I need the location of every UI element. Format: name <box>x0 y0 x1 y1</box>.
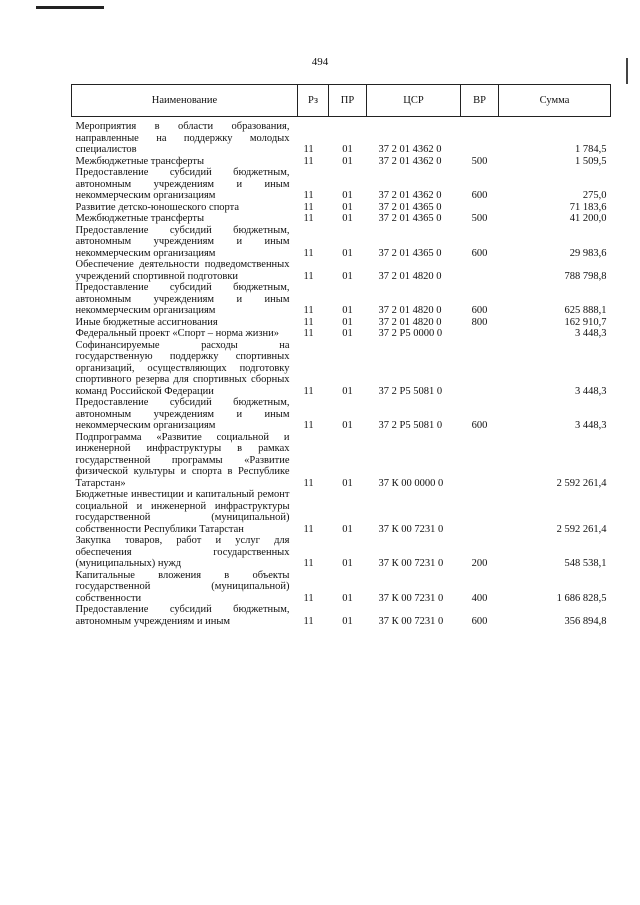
cell-pr: 01 <box>342 592 353 604</box>
cell-rz: 11 <box>303 247 314 259</box>
cell-rz: 11 <box>303 144 314 155</box>
cell-csr: 37 2 P5 5081 0 <box>378 420 443 431</box>
table-row <box>72 604 611 627</box>
cell-vr: 600 <box>471 247 488 259</box>
table-row <box>72 225 611 260</box>
cell-name: Иные бюджетные ассигнования <box>75 316 218 328</box>
cell-name: Предоставление субсидий бюджетным, автономным учреждениям и иным некоммерческим организациям <box>75 282 290 316</box>
cell-rz: 11 <box>303 523 314 535</box>
cell-csr: 37 2 01 4820 0 <box>378 270 442 282</box>
cell-rz: 11 <box>303 420 314 431</box>
cell-rz: 11 <box>303 558 314 569</box>
cell-sum: 2 592 261,4 <box>556 477 607 489</box>
cell-name: Закупка товаров, работ и услуг для обеспечения государственных (муниципальных) нужд <box>75 535 290 569</box>
cell-sum: 1 686 828,5 <box>556 592 607 604</box>
cell-name: Межбюджетные трансферты <box>75 213 205 224</box>
header-vr: ВР <box>461 85 499 117</box>
cell-sum: 275,0 <box>582 190 607 201</box>
cell-rz: 11 <box>303 201 314 213</box>
cell-name: Предоставление субсидий бюджетным, автономным учреждениям и иным <box>75 604 290 627</box>
cell-pr: 01 <box>342 316 353 328</box>
cell-rz: 11 <box>303 316 314 328</box>
cell-vr <box>461 202 499 214</box>
cell-sum: 1 509,5 <box>575 155 607 167</box>
cell-rz: 11 <box>303 615 314 627</box>
cell-vr <box>461 259 499 282</box>
page-number: 494 <box>311 56 329 68</box>
cell-sum: 71 183,6 <box>569 201 607 213</box>
cell-pr: 01 <box>342 190 353 201</box>
cell-csr: 37 2 01 4820 0 <box>378 316 442 328</box>
cell-csr: 37 2 01 4820 0 <box>378 305 442 316</box>
header-rz: Рз <box>298 85 329 117</box>
cell-pr: 01 <box>342 201 353 213</box>
cell-rz: 11 <box>303 385 314 397</box>
cell-vr <box>461 489 499 535</box>
cell-sum: 162 910,7 <box>564 316 607 328</box>
budget-table <box>71 84 611 627</box>
cell-pr: 01 <box>342 155 353 167</box>
cell-sum: 625 888,1 <box>564 305 607 316</box>
cell-pr: 01 <box>342 328 353 339</box>
cell-name: Подпрограмма «Развитие социальной и инженерной инфраструктуры в рамках государственной программы «Развитие физической культуры и спорта в Республике Татарстан» <box>75 431 290 489</box>
cell-vr: 600 <box>471 190 488 201</box>
cell-sum: 3 448,3 <box>575 420 607 431</box>
cell-csr: 37 2 P5 5081 0 <box>378 385 443 397</box>
cell-name: Предоставление субсидий бюджетным, автономным учреждениям и иным некоммерческим организациям <box>75 224 290 259</box>
cell-csr: 37 К 00 7231 0 <box>378 615 444 627</box>
header-pr: ПР <box>329 85 367 117</box>
cell-sum: 788 798,8 <box>564 270 607 282</box>
cell-csr: 37 К 00 7231 0 <box>378 592 444 604</box>
cell-name: Бюджетные инвестиции и капитальный ремонт социальной и инженерной инфраструктуры государственной (муниципальной) собственности Республики Татарстан <box>75 489 290 535</box>
cell-csr: 37 2 01 4365 0 <box>378 247 442 259</box>
table-row <box>72 117 611 156</box>
cell-pr: 01 <box>342 615 353 627</box>
cell-sum: 3 448,3 <box>575 385 607 397</box>
cell-vr: 600 <box>471 420 488 431</box>
cell-vr: 600 <box>471 305 488 316</box>
cell-vr <box>461 432 499 490</box>
table-row <box>72 340 611 398</box>
cell-vr: 400 <box>471 592 488 604</box>
cell-vr: 600 <box>471 615 488 627</box>
table-row <box>72 202 611 214</box>
table-row <box>72 397 611 432</box>
table-body <box>72 117 611 628</box>
cell-rz: 11 <box>303 155 314 167</box>
header-csr: ЦСР <box>367 85 461 117</box>
cell-name: Предоставление субсидий бюджетным, автономным учреждениям и иным некоммерческим организациям <box>75 397 290 431</box>
cell-pr: 01 <box>342 270 353 282</box>
cell-pr: 01 <box>342 213 353 224</box>
cell-name: Межбюджетные трансферты <box>75 155 205 167</box>
table-row <box>72 489 611 535</box>
cell-csr: 37 К 00 7231 0 <box>378 523 444 535</box>
cell-pr: 01 <box>342 305 353 316</box>
cell-sum: 356 894,8 <box>564 615 607 627</box>
table-row <box>72 328 611 340</box>
cell-name: Мероприятия в области образования, направленные на поддержку молодых специалистов <box>75 121 290 155</box>
table-row <box>72 317 611 329</box>
table-row <box>72 213 611 225</box>
cell-name: Обеспечение деятельности подведомственных учреждений спортивной подготовки <box>75 259 290 282</box>
cell-name: Развитие детско-юношеского спорта <box>75 201 240 213</box>
cell-csr: 37 2 01 4365 0 <box>378 201 442 213</box>
cell-csr: 37 2 P5 0000 0 <box>378 328 443 339</box>
cell-csr: 37 К 00 7231 0 <box>378 558 444 569</box>
header-sum: Сумма <box>499 85 611 117</box>
cell-pr: 01 <box>342 385 353 397</box>
cell-vr: 200 <box>471 558 488 569</box>
cell-name: Предоставление субсидий бюджетным, автономным учреждениям и иным некоммерческим организациям <box>75 167 290 201</box>
cell-vr: 500 <box>471 213 488 224</box>
table-row <box>72 282 611 317</box>
cell-pr: 01 <box>342 247 353 259</box>
table-row <box>72 259 611 282</box>
cell-csr: 37 2 01 4362 0 <box>378 144 442 155</box>
cell-name: Капитальные вложения в объекты государственной (муниципальной) собственности <box>75 569 290 604</box>
table-row <box>72 535 611 570</box>
cell-sum: 3 448,3 <box>575 328 607 339</box>
cell-csr: 37 2 01 4362 0 <box>378 155 442 167</box>
cell-rz: 11 <box>303 213 314 224</box>
cell-pr: 01 <box>342 558 353 569</box>
cell-csr: 37 2 01 4362 0 <box>378 190 442 201</box>
cell-csr: 37 К 00 0000 0 <box>378 477 444 489</box>
corner-mark <box>36 6 104 9</box>
cell-pr: 01 <box>342 420 353 431</box>
cell-vr: 800 <box>471 316 488 328</box>
cell-vr <box>461 328 499 340</box>
cell-rz: 11 <box>303 305 314 316</box>
cell-vr <box>461 340 499 398</box>
table-header-row <box>72 85 611 117</box>
cell-sum: 41 200,0 <box>569 213 607 224</box>
cell-rz: 11 <box>303 477 314 489</box>
cell-csr: 37 2 01 4365 0 <box>378 213 442 224</box>
cell-vr: 500 <box>471 155 488 167</box>
cell-name: Софинансируемые расходы на государственную поддержку спортивных организаций, осуществляющих подготовку спортивного резерва для спортивных сборных команд Российской Федерации <box>75 339 290 397</box>
cell-pr: 01 <box>342 477 353 489</box>
cell-rz: 11 <box>303 592 314 604</box>
cell-sum: 29 983,6 <box>569 247 607 259</box>
cell-name: Федеральный проект «Спорт – норма жизни» <box>75 328 280 339</box>
cell-pr: 01 <box>342 144 353 155</box>
table-row <box>72 570 611 605</box>
cell-rz: 11 <box>303 270 314 282</box>
cell-sum: 2 592 261,4 <box>556 523 607 535</box>
cell-rz: 11 <box>303 190 314 201</box>
cell-sum: 1 784,5 <box>575 144 607 155</box>
table-row <box>72 432 611 490</box>
cell-rz: 11 <box>303 328 314 339</box>
table-row <box>72 167 611 202</box>
header-name: Наименование <box>72 85 298 117</box>
table-row <box>72 156 611 168</box>
cell-pr: 01 <box>342 523 353 535</box>
cell-sum: 548 538,1 <box>564 558 607 569</box>
cell-vr <box>461 117 499 156</box>
